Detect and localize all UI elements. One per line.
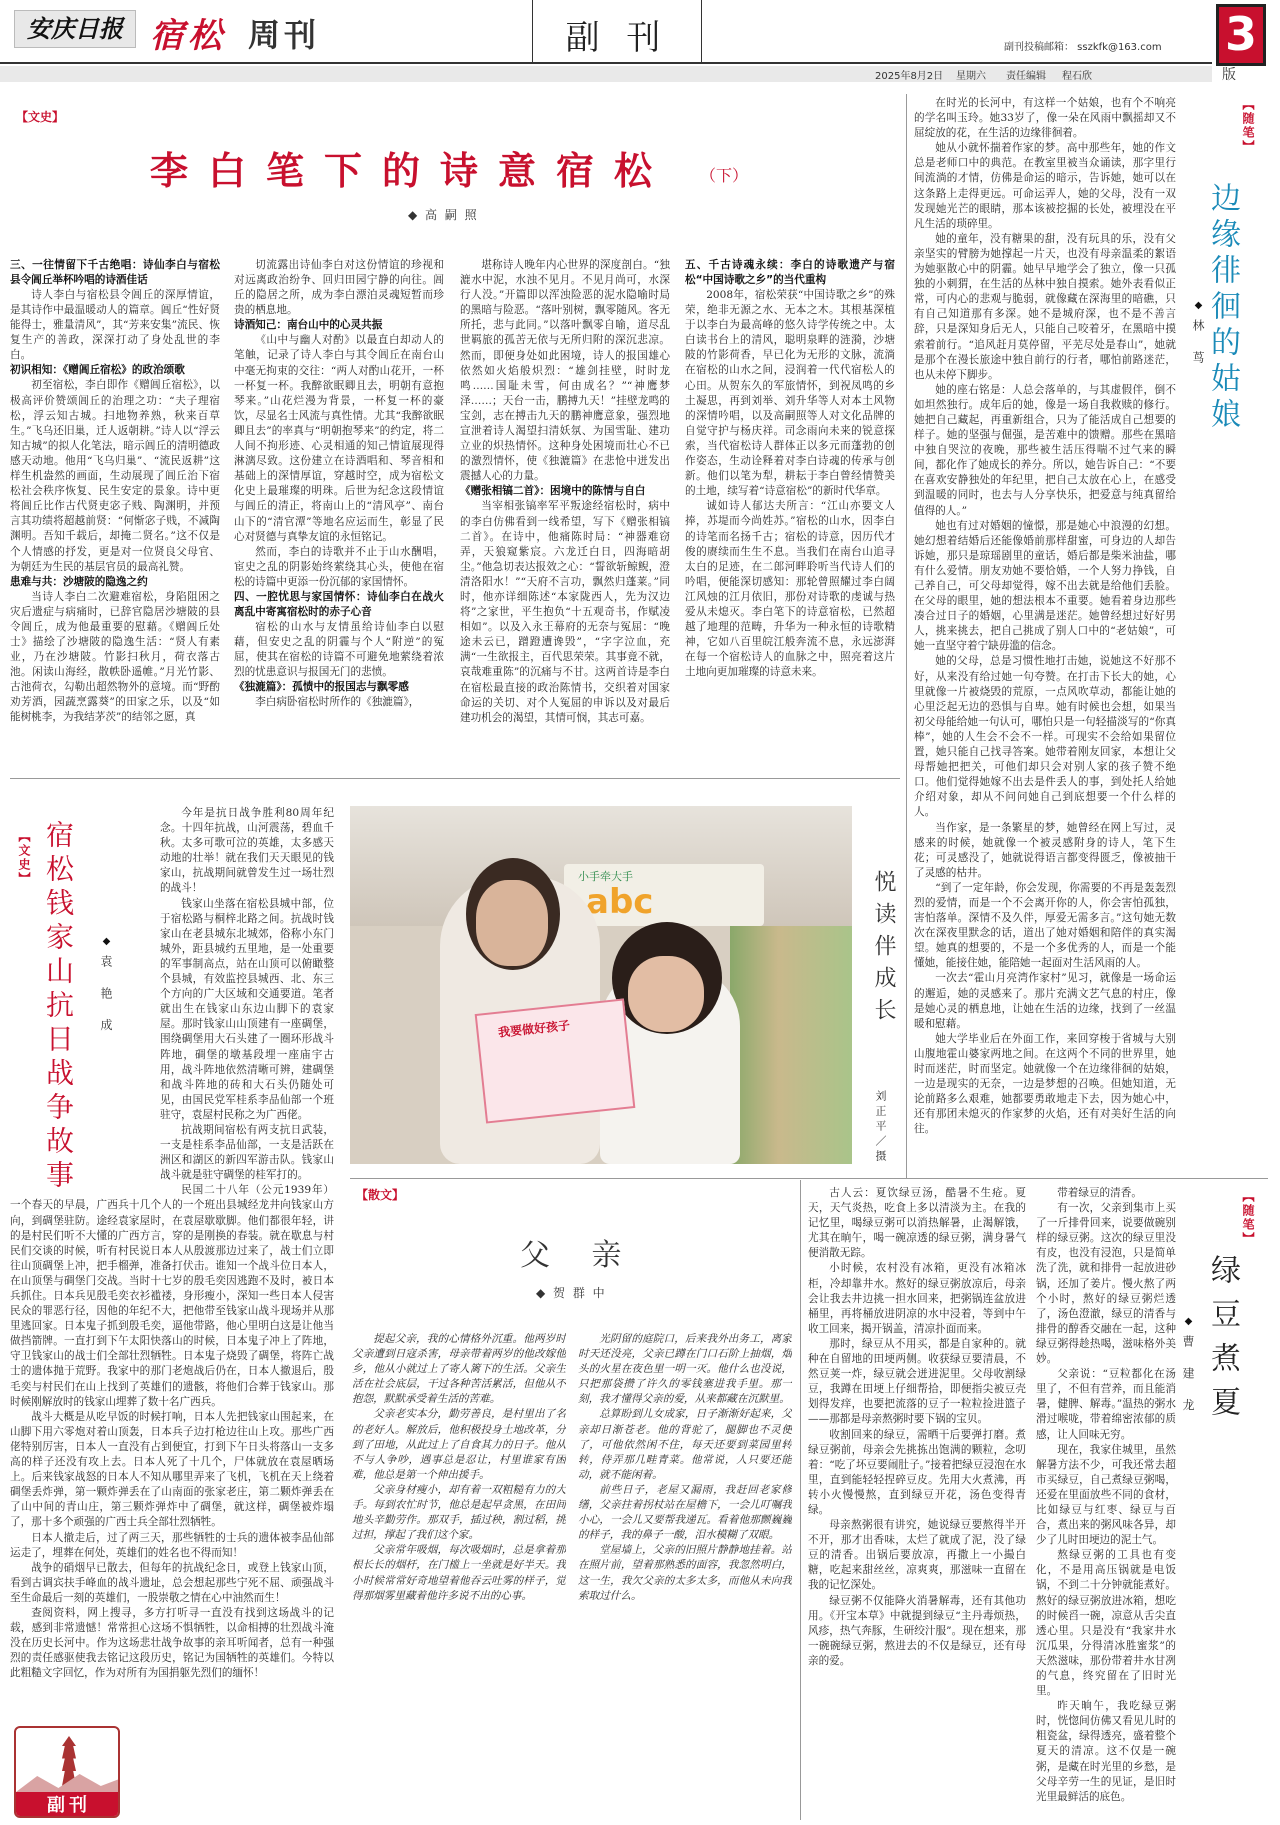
paragraph: 她从小就怀揣着作家的梦。高中那些年，她的作文总是老师口中的典范。在教室里被当众诵读，那字里行间流淌的才情，仿佛是命运的暗示，告诉她，她可以在这条路上走得更远。可命运弄人，她的父母，没有一双发现她光芒的眼睛，那本该被挖掘的长处，被埋没在平凡生活的琐碎里。 [914,142,1176,230]
paragraph: 日本人撤走后，过了两三天，那些牺牲的士兵的遗体被李品仙部运走了，埋葬在何处，英雄们的姓名也不得而知！ [10,1531,334,1559]
a5-column-1 [808,1186,1026,1818]
paragraph: 今年是抗日战争胜利80周年纪念。十四年抗战，山河震荡，碧血千秋。太多可歌可泣的英雄，太多感天动地的壮举！就在我们天天眼见的钱家山，抗战期间就曾发生过一场壮烈的战斗！ [160,807,334,895]
paper-logo: 安庆日报 [14,10,136,48]
paragraph: 钱家山坐落在宿松县城中部，位于宿松路与桐梓北路之间。抗战时钱家山在老县城东北城郊，俗称小东门城外，距县城约五里地，是一处重要的军事制高点，站在山顶可以俯瞰整个县城，有效监控县城西、北、东三个方向的广大区域和交通要道。笔者就出生在钱家山东边山脚下的袁家屋。那时钱家山山顶建有一座碉堡，围绕碉堡用大石头建了一圈环形战斗阵地，碉堡的墩基段埋一座庙宇古用，战斗阵地依然清晰可辨，建碉堡和战斗阵地的砖和大石头仍随处可见，由国民党军桂系李品仙部一个班驻守，袁屋村民称之为广西佬。 [160,897,334,1121]
paragraph: 收割回来的绿豆，需晒干后要弹打磨。煮绿豆粥前，母亲会先挑拣出饱满的颗粒，念叨着：“吃了坏豆要闹肚子。”接着把绿豆浸泡在水里，直到能轻轻捏碎豆皮。先用大火煮沸，再转小火慢慢熬，直到绿豆开花，汤色变得青绿。 [808,1428,1026,1516]
a1-column-2 [234,258,444,772]
paragraph: 父亲常年吸烟，每次吸烟时，总是拿着那根长长的烟杆，在门槛上一坐就是好半天。我小时候常常好奇地望着他吞云吐雾的样子，觉得那烟雾里藏着他许多说不出的心事。 [352,1544,566,1602]
paragraph: “到了一定年龄，你会发现，你需要的不再是轰轰烈烈的爱情，而是一个不会离开你的人，你会害怕孤独，害怕落单。深情不及久伴，厚爱无需多言。”这句她无数次在深夜里默念的话，道出了她对婚姻和陪伴的真实渴望。她真的想要的，不是一个多优秀的人，而是一个能懂她，能接住她，能陪她一起面对生活风雨的人。 [914,881,1176,970]
a4-column-2 [578,1332,792,1818]
photo-board-letters: abc [586,882,654,922]
paragraph: 堪称诗人晚年内心世界的深度剖白。“独漉水中泥，水浊不见月。不见月尚可，水深行人没。”开篇即以浑浊险恶的泥水隐喻时局的黑暗与险恶。“落叶别树，飘零随风。客无所托，悲与此同。”以落叶飘零自喻，道尽乱世羁旅的孤苦无依与无所归附的深沉悲凉。然而，即便身处如此困境，诗人的报国雄心依然如火焰般炽烈：“雄剑挂壁，时时龙鸣……国耻未雪，何由成名？”“神鹰梦泽……；天台一击，鹏搏九天！”挂壁龙鸣的宝剑，志在搏击九天的鹏神鹰意象，强烈地宣泄着诗人渴望扫清妖氛、为国雪耻、建功立业的炽热情怀。这种身处困境而壮心不已的激烈情怀，使《独漉篇》在悲怆中迸发出震撼人心的力量。 [460,259,670,483]
masthead [0,0,1280,84]
a1-column-3 [460,258,670,772]
subheading: 初识相知：《赠阊丘宿松》的政治颂歌 [10,364,185,377]
paragraph: 提起父亲，我的心情格外沉重。他两岁时父亲遭到日寇杀害，母亲带着两岁的他改嫁他乡，他从小就过上了寄人篱下的生活。父亲生活在社会底层，干过各种苦活累活，但他从不抱怨，默默承受着生活的苦难。 [352,1333,566,1406]
photo-board-text: 小手牵大手 [578,870,633,883]
paragraph: 她大学毕业后在外面工作，来回穿梭于省城与大别山腹地霍山婆家两地之间。在这两个不同的世界里，她时而迷茫，时而坚定。她就像一个在边缘徘徊的姑娘，一边是现实的无奈，一边是梦想的召唤。但她知道，无论前路多么艰难，她都要勇敢地走下去，因为她心中，还有那团未熄灭的作家梦的火焰，还有对美好生活的向往。 [914,1032,1176,1136]
paragraph: 父亲老实本分，勤劳善良，是村里出了名的老好人。解放后，他积极投身土地改革，分到了田地，从此过上了自食其力的日子。他从不与人争吵，遇事总是忍让，村里谁家有困难，他总是第一个伸出援手。 [352,1408,566,1481]
a1-title-part: （下） [700,166,749,185]
paragraph: 当诗人李白二次避难宿松，身陷阻困之灾后遗症与病痛时，已辞官隐居沙塘陂的县令阊丘，成为他最重要的慰藉。《赠阊丘处士》描绘了沙塘陂的隐逸生活：“贤人有素业，乃在沙塘陂。竹影扫秋月，荷衣落古池。闲读山海经，散帙卧遥帷。”月光竹影、古池荷衣，勾勒出超然物外的意境。而“野酌劝芳酒，园蔬烹露葵”的田家之乐，以及“如能树桃李，为我结茅茨”的结邻之愿，真 [10,590,220,724]
subheading: 《独漉篇》：孤愤中的报国志与飘零感 [234,681,409,694]
paragraph: 宿松的山水与友情虽给诗仙李白以慰藉，但安史之乱的阴霾与个人“附逆”的冤屈，使其在宿松的诗篇不可避免地萦绕着浓烈的忧患意识与报国无门的悲愤。 [234,620,444,679]
a4-title: 父 亲 [520,1238,638,1273]
a2-author-name: 袁 艳 成 [99,955,113,1039]
a1-author [408,206,479,223]
subheading: 患难与共：沙塘陂的隐逸之约 [10,575,148,588]
paragraph: 在时光的长河中，有这样一个姑娘，也有个不响亮的学名叫玉玲。她33岁了，像一朵在风雨中飘摇却又不屈绽放的花，在生活的边缘徘徊着。 [914,97,1176,140]
paragraph: 2008年，宿松荣获“中国诗歌之乡”的殊荣，绝非无源之水、无本之木。其根基深植于以李白为最高峰的悠久诗学传统之中。太白读书台上的清风，聪明泉畔的涟漪，沙塘陂的竹影荷香，早已化为无形的文脉，流淌在宿松的山水之间，浸润着一代代宿松人的心田。从贺东久的军旅情怀，到祝凤鸣的乡土凝思，再到刘举、刘升华等人对本土风物的深情吟唱，以及高嗣照等人对文化品牌的自觉守护与杨庆祥。司念雨向未来的锐意探索，当代宿松诗人群体正以多元而蓬勃的创作姿态，生动诠释着对李白诗魂的传承与创新。他们以笔为犁，耕耘于李白曾经情赞美的土地，续写着“诗意宿松”的新时代华章。 [685,289,895,498]
paragraph: 战斗大概是从吃早饭的时候打响，日本人先把钱家山围起来，在山脚下用六零炮对着山顶轰，日本兵子边打枪边往山上攻。那些广西佬特别厉害，日本人一直没有占到便宜，打到下午日头将落山一支多高的样子还没有攻上去。日本人死了十几个，尸体就放在袁屋晒场上。后来钱家战怒的日本人不知从哪里弄来了飞机，飞机在天上绕着碉堡丢炸弹，第一颗炸弹丢在了山南面的张家老庄，第二颗炸弹丢在了山中间的青山庄，第三颗炸弹炸中了碉堡，就这样，碉堡被炸塌了，那十多个顽强的广西士兵全部壮烈牺牲。 [10,1410,334,1529]
a1-author-name: 高 嗣 照 [425,208,479,222]
a3-section-tag: 【随笔】 [1241,98,1255,154]
a2-section-tag: 【文史】 [17,830,31,886]
paragraph: 初至宿松，李白即作《赠阊丘宿松》，以极高评价赞颂阊丘的治理之功：“夫子理宿松，浮云知古城。扫地物养熟，秋来百草生。”飞乌还旧巢，迁人返朝耕。”诗人以“浮云知古城”的拟人化笔法，暗示阊丘的清明德政感天动地。他用“飞乌归巢”、“流民返耕”这样生机盎然的画面，生动展现了阊丘治下宿松社会秩序恢复、民生安定的景象。诗中更将阊丘比作古代贤吏宓子贱、陶渊明，并预言其功绩将超越前贤：“何惭宓子贱，不减陶渊明。吾知千载后，却掩二贤名。”这不仅是个人情感的抒发，更是对一位贤良父母官、为朝廷为生民的基层官员的最高礼赞。 [10,379,220,573]
a4-author [536,1284,607,1301]
paragraph: 父亲说：“豆粒都化在汤里了，不但有营养，而且能消暑，健脾、解毒。”温热的粥水滑过喉咙，带着绵密浓郁的质感，让人回味无穷。 [1036,1368,1176,1441]
subheading: 四、一腔忧思与家国情怀：诗仙李白在战火离乱中寄寓宿松时的赤子心音 [234,590,444,618]
ban-label: 版 [1222,67,1236,83]
paragraph: 堂屋墙上，父亲的旧照片静静地挂着。站在照片前，望着那熟悉的面容，我忽然明白，这一生，我欠父亲的太多太多，而他从未向我索取过什么。 [578,1544,792,1602]
a4-column-1 [352,1332,566,1818]
editor-label: 责任编辑 [1006,71,1046,82]
paragraph: 现在，我家住城里，虽然解暑方法不少，可我还常去超市买绿豆，自己煮绿豆粥喝，还爱在里面放些不同的食材，比如绿豆与红枣、绿豆与百合，煮出来的粥风味各异，却少了儿时田埂边的泥土气。 [1036,1443,1176,1547]
author-bullet: ◆ [536,1286,554,1300]
paragraph: 小时候，农村没有冰箱，更没有冰箱冰柜，冷却靠井水。熬好的绿豆粥放凉后，母亲会让我去井边挑一担水回来，把粥锅连盆放进桶里，再将桶放进阴凉的水中浸着，等到中午收工回来，揭开锅盖，清凉扑面而来。 [808,1262,1026,1335]
a5-column-2 [1036,1186,1176,1818]
paragraph: 带着绿豆的清香。 [1057,1187,1142,1199]
supplement-name-1: 宿松 [150,16,226,56]
a5-author-name: 曹 建 龙 [1181,1335,1195,1419]
paragraph: 前些日子，老屋又漏雨，我赶回老家修缮，父亲拄着拐杖站在屋檐下，一会儿叮嘱我小心，一会儿又要帮我递瓦。看着他那颤巍巍的样子，我的鼻子一酸，泪水模糊了双眼。 [578,1483,792,1542]
a1-column-1 [10,258,220,772]
paragraph: 然而，李白的诗歌并不止于山水酬唱，宦史之乱的阴影始终萦绕其心头，使他在宿松的诗篇中更添一份沉郁的家国情怀。 [234,545,444,588]
paragraph: 她的座右铭是：人总会落单的，与其虚假伴，倒不如坦然独行。成年后的她，像是一场自我救赎的修行。她把自己藏起，再重新组合，只为了能活成自己想要的样子。她的坚强与倔强，是苦难中的馈赠。那些在黑暗中独自哭泣的夜晚，那些被生活压得喘不过气来的瞬间，都化作了她成长的养分。所以，她告诉自己：“不要在喜欢安静独处的年纪里，把自己太放在心上，在感受到温暖的同时，也去与人分享快乐，把爱意与纯真留给值得的人。” [914,383,1176,517]
paragraph: 她的童年，没有糖果的甜，没有玩具的乐，没有父亲坚实的臂膀为她撑起一片天，也没有母亲温柔的絮语为她驱散心中的阴霾。她早早地学会了独立，像一只孤独的小刺猬，在生活的丛林中独自摸索。她外表看似正常，可内心的悲观与脆弱，就像藏在深海里的暗礁，只有自己知道那有多深。她不是城府深，也不是不善言辞，只是深知身后无人，只能自己咬着牙，在黑暗中摸索着前行。“追风赶月莫停留，平芜尽处是春山”，她就是那个在漫长旅途中独自前行的行者，哪怕前路迷茫，也从未停下脚步。 [914,232,1176,381]
a5-section-tag: 【随笔】 [1241,1190,1255,1246]
photo [350,806,852,1164]
paragraph: 有一次，父亲到集市上买了一斤排骨回来，说要做碗别样的绿豆粥。这次的绿豆里没有皮，也没有浸泡，只是简单洗了洗，就和排骨一起放进砂锅，还加了姜片。慢火熬了两个小时，熬好的绿豆粥烂透了，汤色澄澈，绿豆的清香与排骨的醇香交融在一起，这种绿豆粥得趁热喝，滋味格外美妙。 [1036,1202,1176,1366]
subheading: 《赠张相镐二首》：困境中的陈情与自白 [460,485,646,498]
subheading: 诗酒知己：南台山中的心灵共振 [234,319,383,332]
paragraph: 绿豆粥不仅能降火消暑解毒，还有其他功用。《开宝本草》中就提到绿豆“主丹毒烦热，风疹，热气奔豚，生研绞汁服”。现在想来，那一碗碗绿豆粥，熬进去的不仅是绿豆，还有母亲的爱。 [808,1594,1026,1667]
paragraph: 她的父母，总是习惯性地打击她，说她这不好那不好，从来没有给过她一句夸赞。在打击下长大的她，心里就像一片被烧毁的荒原，一点风吹草动，都能让她的心里泛起无边的恐惧与自卑。她有时候也会想，如果当初父母能给她一句认可，哪怕只是一句轻描淡写的“你真棒”，她的人生会不会不一样。可现实不会给如果留位置，她只能自己找寻答案。她带着刚友回家，本想让父母帮她把把关，可他们却只会对别人家的孩子赞不绝口。他们觉得她嫁不出去是件丢人的事，到处托人给她介绍对象，却从不问问她自己到底想要一个什么样的人。 [914,655,1176,819]
paragraph: 当作家，是一条繁星的梦，她曾经在网上写过，灵感来的时候，她就像一个被灵感附身的诗人，笔下生花；可灵感没了，她就说得语言都变得匮乏，像被抽干了灵感的枯井。 [914,821,1176,879]
paragraph: 查阅资料，网上搜寻，多方打听寻一直没有找到这场战斗的记载，感到非常遗憾！常常担心这场不惧牺牲，以命相搏的壮烈战斗淹没在历史长河中。作为这场悲壮战争故事的亲耳听闻者，总有一种强烈的责任感驱使我去铭记这段历史，铭记为国牺牲的英雄们。今特以此粗糙文字回忆，作为对所有为国捐躯先烈们的缅怀！ [10,1606,334,1680]
paragraph: 战争的硝烟早已散去，但每年的抗战纪念日，或登上钱家山顶，看到古调宾扶手峰血的战斗遗址，总会想起那些宁死不屈、顽强战斗至生命最后一刻的英雄们，一股崇敬之情在心中油然而生！ [10,1561,334,1604]
a2-body [10,806,334,1818]
a4-section-tag: 【散文】 [356,1188,405,1202]
stamp-text: 副刊 [16,1792,120,1818]
paragraph: 《山中与幽人对酌》以最直白却动人的笔触，记录了诗人李白与其令阊丘在南台山中毫无拘束的交往：“两人对酌山花开，一杯一杯复一杯。我醉欲眠卿且去，明朝有意抱琴来。”山花烂漫为背景，一杯复一杯的豪饮，尽显名士风流与真性情。尤其“我醉欲眠卿且去”的率真与“明朝抱琴来”的约定，将二人间不拘形迹、心灵相通的知己情谊展现得淋漓尽致。这份建立在诗酒唱和、琴音相和基础上的深情厚谊，穿越时空，成为宿松文化史上最璀璨的明珠。后世为纪念这段情谊与阊丘的清正，将南山上的“清风亭”、南台山下的“清官潭”等地名应运而生，彰显了民心对贤德与真挚友谊的永恒铭记。 [234,334,444,543]
section-title: 副 刊 [565,18,669,58]
author-bullet: ◆ [408,208,426,222]
submission-email: 副刊投稿邮箱： sszkfk@163.com [1004,42,1162,53]
paragraph: 昨天晌午，我吃绿豆粥时，恍惚间仿佛又看见儿时的粗瓷盆，绿得透亮，盛着整个夏天的清凉。这不仅是一碗粥，是藏在时光里的乡愁，是父母辛劳一生的见证，是旧时光里最鲜活的底色。 [1036,1700,1176,1803]
supplement-name-2: 周刊 [248,16,321,54]
subheading: 三、一往情留下千古绝唱：诗仙李白与宿松县令阊丘举杯吟唱的诗酒佳话 [10,259,220,286]
a3-author [1190,300,1207,371]
editor-name: 程石欣 [1062,71,1092,82]
subheading: 五、千古诗魂永续：李白的诗歌遗产与宿松“中国诗歌之乡”的当代重构 [685,259,895,286]
issue-date: 2025年8月2日 [875,71,944,82]
photo-shelf [730,926,852,1164]
paragraph: 民国二十八年（公元1939年）一个春天的早晨，广西兵十几个人的一个班出县城经龙井向钱家山方向，到碉堡驻防。途经袁家屋时，在袁屋歇歇脚。他们都很年轻，讲的是村民们听不大懂的广西方言，穿的是刚换的春装。就在歇息与村民们交谈的时候，听有村民说日本人从殷渡那边过来了，战士们立即往山顶碉堡上冲，把手榴弹，准备打伏击。谁知一个战斗位日本人，在山顶堡与碉堡门交战。当时十七岁的殷毛奕因逃跑不及时，被日本兵抓住。日本兵见殷毛奕衣衫褴褛，身形瘦小，深知一些日本人侵害民众的罪恶行径，因他的年纪不大，把他带至钱家山战斗现场并从那里逃回家。日本鬼子抓到殷毛奕，逼他带路，他心里明白这是让他当做挡箭牌。一直打到下午太阳快落山的时候，日本鬼子冲上了阵地，守卫钱家山的战士们全部壮烈牺牲。日本鬼子烧毁了碉堡，将阵亡战士的遗体抛于荒野。我家中的那门老炮战后仍在，日本人撤退后，殷毛奕与村民们在山上找到了英雄们的遗骸，将他们合葬于钱家山。那时候刚解放时的钱家山埋葬了数十名广西兵。 [10,1184,334,1408]
paragraph: 那时，绿豆从不用买，都是自家种的。就种在自留地的田埂两侧。收获绿豆要清晨，不然豆荚一炸，绿豆就会迸进泥里。父母收割绿豆，我蹲在田埂上仔细帮拾，即便指尖被豆壳划得发痒，也要把流落的豆子一粒粒捡进篮子——那都是母亲熬粥时要下锅的宝贝。 [808,1337,1026,1426]
paragraph: 诗人李白与宿松县令阊丘的深厚情谊，是其诗作中最温暖动人的篇章。阊丘“性好贤能得士，雅量清风”，其“芳来安集”流民、恢复生产的善政，深深打动了身处乱世的李白。 [10,289,220,362]
paragraph: 她也有过对婚姻的憧憬，那是她心中浪漫的幻想。她幻想着结婚后还能像婚前那样甜蜜，可身边的人却告诉她，那只是琼瑶剧里的童话，婚后都是柴米油盐，哪有什么爱情。朋友劝她不要恰婚，一个人努力挣钱，自己养自己，可父母却觉得，嫁不出去就是给他们丢脸。在父母的眼里，她的想法根本不重要。她看着身边那些凑合过日子的婚姻，心里满是迷茫。她曾经想过好好男人，挑来挑去，把自己挑成了别人口中的“老姑娘”，可她一直坚守着宁缺毋滥的信念。 [914,519,1176,653]
photo-woman-face [476,880,548,966]
author-bullet: ◆ [1183,1316,1194,1335]
a1-section-tag: 【文史】 [16,110,65,124]
photo-girl-face [628,956,704,1032]
a5-author [1180,1316,1197,1419]
paragraph: 总算盼到儿女成家，日子渐渐好起来，父亲却日渐苍老。他的背驼了，腿脚也不灵便了，可他依然闲不住，每天还要到菜园里转转，侍弄那几畦青菜。他常说，人只要还能动，就不能闲着。 [578,1408,792,1481]
page-number-box: 3 [1216,4,1266,66]
photo-caption-title: 悦读伴成长 [871,870,896,1030]
divider-horizontal-photo [350,1178,1268,1179]
a4-author-name: 贺 群 中 [553,1286,607,1300]
paragraph: 李白病卧宿松时所作的《独漉篇》， [255,696,420,709]
a1-column-4 [685,258,895,772]
issue-weekday: 星期六 [956,71,986,82]
photo-book-title: 我要做好孩子 [497,1018,571,1040]
photo-credit: 刘正平／摄 [874,1090,887,1165]
a3-title: 边缘徘徊的姑娘 [1205,182,1240,434]
a2-title: 宿松钱家山抗日战争故事 [42,820,75,1194]
a3-body [914,96,1176,1178]
paragraph: 当宰相张镐率军平叛途经宿松时，病中的李白仿佛看到一线希望，写下《赠张相镐二首》。在诗中，他痛陈时局：“神器难窃弄，天狼窥紫宸。六龙迁白日，四海暗胡尘。”他急切表达报效之心：“誓欲斩鲸鲵，澄清洛阳水！”“天府不言功，飘然归蓬莱。”同时，他亦详细陈述“本家陇西人，先为汉边将”之家世，平生抱负“十五观奇书，作赋凌相如”。以及入永王幕府的无奈与冤屈：“晚途未云已，蹭蹬遭谗毁”，“字字泣血，充满“一生欲报主，百代思荣荣。其事竟不就，哀哉难重陈”的沉痛与不甘。这两首诗是李白在宿松最直接的政治陈情书，交织着对国家命运的关切、对个人冤屈的申诉以及对最后建功机会的渴望，其情可悯，其志可嘉。 [460,500,670,724]
divider-vertical-a4 [800,1180,801,1820]
paragraph: 切流露出诗仙李白对这份情谊的珍视和对远离政治纷争、回归田园宁静的向往。阊丘的隐居之所，成为李白漂泊灵魂短暂而珍贵的栖息地。 [234,259,444,317]
a5-title: 绿豆煮夏 [1205,1254,1240,1430]
paragraph: 父亲身材瘦小，却有着一双粗糙有力的大手。每到农忙时节，他总是起早贪黑，在田间地头辛勤劳作。那双手，插过秧，割过稻，挑过担，撑起了我们这个家。 [352,1483,566,1542]
a1-title: 李白笔下的诗意宿松 [150,149,673,193]
fukan-stamp [14,1726,120,1818]
paragraph: 诚如诗人郁达夫所言：“江山亦要文人捧，苏堤而今尚姓苏。”宿松的山水，因李白的诗笔而名扬千古；宿松的诗意，因历代才俊的赓续而生生不息。当我们在南台山追寻太白的足迹，在二郎河畔聆听当代诗人们的吟唱，便能深切感知：那轮曾照耀过李白阔江风烛的江月依旧，那份对诗歌的虔诚与热爱从未熄灭。李白笔下的诗意宿松，已然超越了地理的范畴，升华为一种永恒的诗歌精神，它如八百里皖江般奔流不息，永远澎湃在每一个宿松诗人的血脉之中，照亮着这片土地向更加璀璨的诗意未来。 [685,500,895,679]
paragraph: 熬绿豆粥的工具也有变化，不是用高压锅就是电饭锅，不到二十分钟就能煮好。熬好的绿豆粥放进冰箱，想吃的时候舀一碗，凉意从舌尖直透心里。只是没有“我家井水沉瓜果，分得清冰胜蜜浆”的天然滋味，那份带着井水甘冽的气息，终究留在了旧时光里。 [1036,1549,1176,1698]
paragraph: 光阴留的庭院口，后来我外出务工，离家时天还没亮，父亲已蹲在门口石阶上抽烟，烟头的火星在夜色里一明一灭。他什么也没说，只把那袋攒了许久的零钱塞进我手里。那一刻，我才懂得父亲的爱，从来都藏在沉默里。 [578,1333,792,1406]
paragraph: 抗战期间宿松有两支抗日武装，一支是桂系李品仙部，一支是活跃在洲区和湖区的新四军游击队。钱家山战斗就是驻守碉堡的桂军打的。 [160,1123,334,1182]
paragraph: 一次去“霍山月亮湾作家村”见习，就像是一场命运的邂逅，她的灵感来了。那片充满文艺气息的村庄，像是她心灵的栖息地，让她在生活的边缘，找到了一丝温暖和慰藉。 [914,972,1176,1030]
a3-author-name: 林 茑 [1191,319,1205,371]
author-bullet: ◆ [1193,300,1204,319]
author-bullet: ◆ [101,936,112,955]
masthead-rule [0,62,1212,64]
divider-horizontal-a1 [10,778,900,779]
paragraph: 古人云：夏饮绿豆汤，酷暑不生疮。夏天，天气炎热，吃食上多以清淡为主。在我的记忆里，喝绿豆粥可以消热解暑，止渴解饿，尤其在晌午，喝一碗凉透的绿豆粥，满身暑气便消散无踪。 [808,1187,1026,1260]
a2-title-spacer [10,806,160,1198]
paragraph: 母亲熬粥很有讲究，她说绿豆要熬得半开不开，那才出香味，太烂了就成了泥，没了绿豆的清香。出锅后要放凉，再撒上一小撮白糖，吃起来甜丝丝，凉爽爽，那滋味一直留在我的记忆深处。 [808,1519,1026,1592]
divider-vertical-a1 [906,94,907,1178]
